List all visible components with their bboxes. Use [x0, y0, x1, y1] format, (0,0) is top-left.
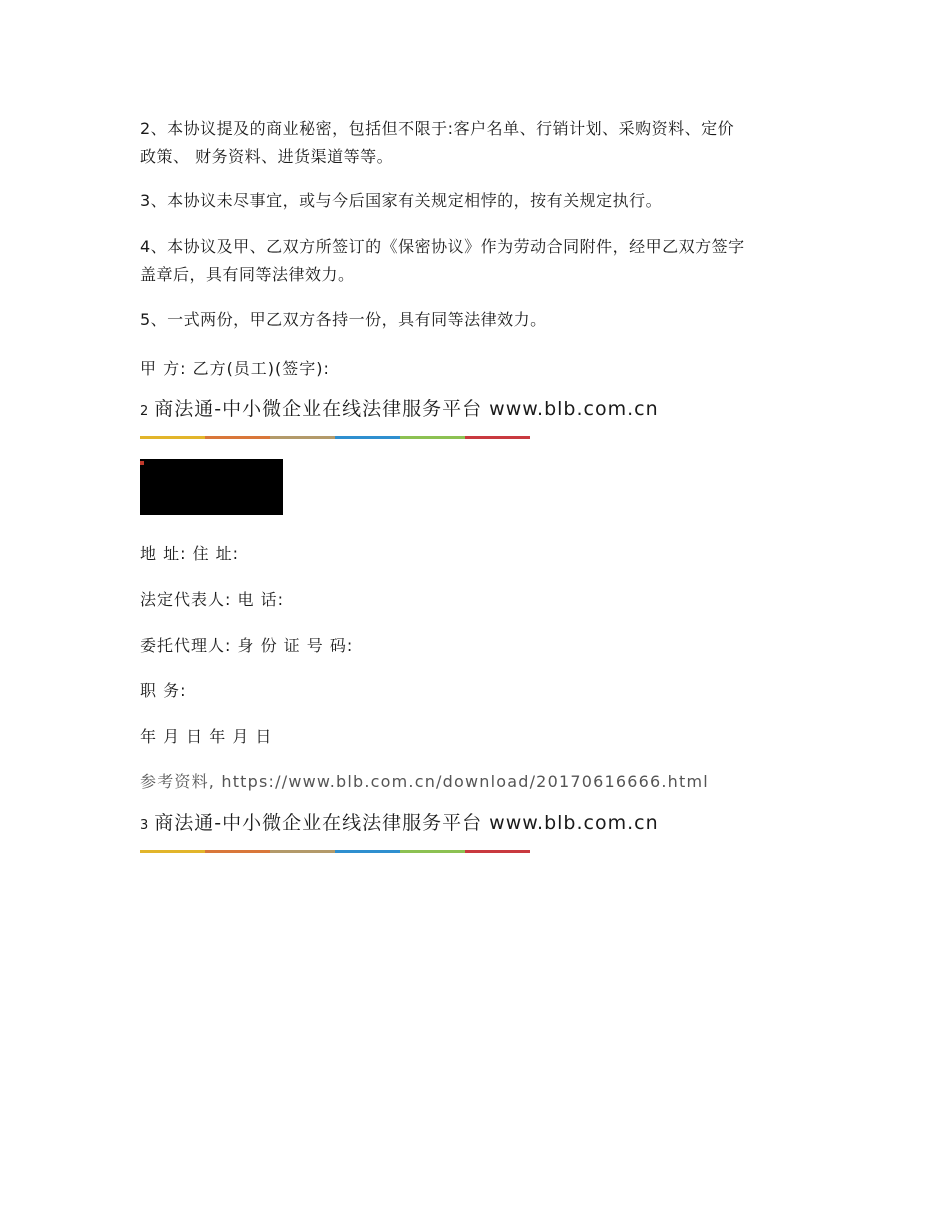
date-field: 年 月 日 年 月 日	[140, 727, 273, 746]
redacted-image	[140, 459, 283, 515]
clause-2-line-2: 政策、 财务资料、进货渠道等等。	[140, 147, 394, 166]
stripe-segment	[140, 436, 205, 439]
representative-field: 法定代表人: 电 话:	[140, 590, 284, 609]
stripe-segment	[335, 436, 400, 439]
address-field: 地 址: 住 址:	[140, 544, 240, 563]
stripe-segment	[400, 436, 465, 439]
clause-2-line-1: 2、本协议提及的商业秘密，包括但不限于:客户名单、行销计划、采购资料、定价	[140, 119, 735, 138]
stripe-segment	[270, 850, 335, 853]
clause-4-line-2: 盖章后，具有同等法律效力。	[140, 265, 355, 284]
page-footer-3	[140, 808, 659, 835]
stripe-segment	[400, 850, 465, 853]
clause-3	[140, 187, 830, 215]
page-footer-2	[140, 394, 659, 421]
agent-field: 委托代理人: 身 份 证 号 码:	[140, 636, 354, 655]
signature-line: 甲 方: 乙方(员工)(签字):	[140, 359, 330, 378]
footer-color-stripe	[140, 436, 530, 439]
stripe-segment	[205, 850, 270, 853]
stripe-segment	[270, 436, 335, 439]
stripe-segment	[205, 436, 270, 439]
reference-link[interactable]: 参考资料, https://www.blb.com.cn/download/20170616666.html	[140, 772, 709, 791]
clause-4-line-1: 4、本协议及甲、乙双方所签订的《保密协议》作为劳动合同附件，经甲乙双方签字	[140, 237, 745, 256]
clause-4	[140, 233, 830, 289]
stripe-segment	[140, 850, 205, 853]
clause-2	[140, 115, 830, 171]
stripe-segment	[465, 850, 530, 853]
stripe-segment	[465, 436, 530, 439]
footer-text: 商法通-中小微企业在线法律服务平台 www.blb.com.cn	[154, 398, 659, 420]
clause-5	[140, 306, 830, 334]
page-number: 2	[140, 404, 149, 419]
stripe-segment	[335, 850, 400, 853]
redaction-marker	[140, 461, 144, 465]
footer-color-stripe	[140, 850, 530, 853]
clause-5-line-1: 5、一式两份，甲乙双方各持一份，具有同等法律效力。	[140, 310, 547, 329]
position-field: 职 务:	[140, 681, 187, 700]
page-number: 3	[140, 818, 149, 833]
clause-3-line-1: 3、本协议未尽事宜，或与今后国家有关规定相悖的，按有关规定执行。	[140, 191, 663, 210]
footer-text: 商法通-中小微企业在线法律服务平台 www.blb.com.cn	[154, 812, 659, 834]
